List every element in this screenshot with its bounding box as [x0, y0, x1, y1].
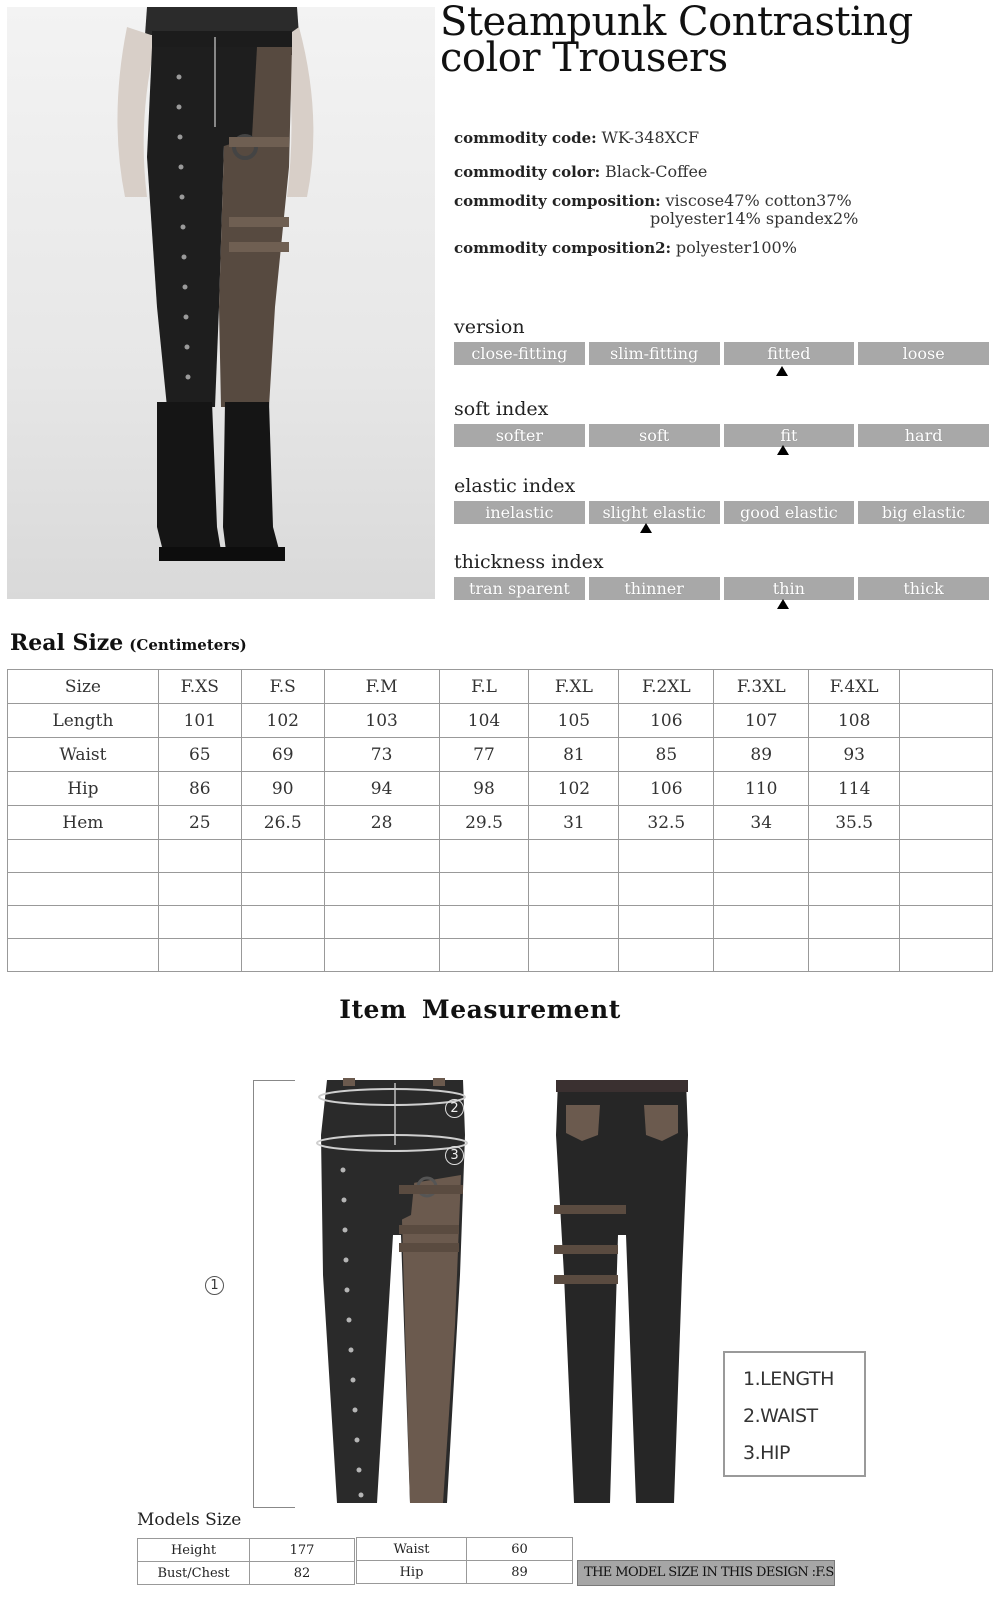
table-cell: 106: [619, 704, 714, 738]
table-cell: 103: [324, 704, 439, 738]
index-thickness: [454, 551, 989, 600]
models-table-left: [137, 1538, 355, 1585]
index-option: fitted: [724, 342, 855, 365]
index-option: loose: [858, 342, 989, 365]
table-cell: Length: [8, 704, 159, 738]
spec-color: [454, 162, 707, 181]
spec-label: commodity color:: [454, 163, 601, 181]
index-option: thick: [858, 577, 989, 600]
table-cell: Bust/Chest: [138, 1562, 250, 1585]
spec-value: Black-Coffee: [605, 162, 708, 181]
index-bar: [454, 342, 989, 365]
table-cell: [900, 738, 993, 772]
table-cell: 65: [158, 738, 241, 772]
table-cell: 77: [439, 738, 529, 772]
index-title: version: [454, 316, 525, 338]
table-row: [8, 772, 993, 806]
table-row: [8, 738, 993, 772]
index-bar: [454, 501, 989, 524]
table-cell: 25: [158, 806, 241, 840]
marker-1-icon: 1: [205, 1276, 224, 1295]
index-option: close-fitting: [454, 342, 585, 365]
table-cell: 60: [467, 1538, 573, 1561]
table-cell: 82: [250, 1562, 355, 1585]
index-version: [454, 316, 989, 365]
table-row-empty: [8, 840, 993, 873]
index-option: big elastic: [858, 501, 989, 524]
index-option: slight elastic: [589, 501, 720, 524]
models-table-right: [356, 1537, 573, 1584]
table-cell: 86: [158, 772, 241, 806]
table-cell: Height: [138, 1539, 250, 1562]
table-cell: [900, 704, 993, 738]
table-cell: 107: [714, 704, 809, 738]
index-title: soft index: [454, 398, 549, 420]
table-row: [357, 1538, 573, 1561]
index-marker-icon: [776, 366, 788, 376]
index-option: fit: [724, 424, 855, 447]
index-option: soft: [589, 424, 720, 447]
table-cell: Waist: [357, 1538, 467, 1561]
trousers-front-illustration: [315, 1075, 485, 1515]
table-cell: 26.5: [241, 806, 324, 840]
table-cell: 105: [529, 704, 619, 738]
size-table: [7, 669, 993, 972]
table-cell: 106: [619, 772, 714, 806]
model-size-note: THE MODEL SIZE IN THIS DESIGN :F.S: [577, 1560, 835, 1586]
table-header-cell: F.4XL: [809, 670, 900, 704]
index-bar: [454, 577, 989, 600]
index-title: elastic index: [454, 475, 576, 497]
index-option: thinner: [589, 577, 720, 600]
table-cell: 89: [714, 738, 809, 772]
index-soft: [454, 398, 989, 447]
table-cell: 34: [714, 806, 809, 840]
index-option: hard: [858, 424, 989, 447]
spec-label: commodity composition:: [454, 192, 661, 210]
marker-2-icon: 2: [445, 1099, 464, 1118]
table-cell: 29.5: [439, 806, 529, 840]
table-header-cell: Size: [8, 670, 159, 704]
table-header-cell: F.XS: [158, 670, 241, 704]
table-cell: Hip: [357, 1561, 467, 1584]
index-bar: [454, 424, 989, 447]
table-header-cell: F.2XL: [619, 670, 714, 704]
table-cell: 177: [250, 1539, 355, 1562]
table-header-cell: [900, 670, 993, 704]
table-cell: 69: [241, 738, 324, 772]
table-cell: Waist: [8, 738, 159, 772]
table-cell: 31: [529, 806, 619, 840]
table-cell: 102: [241, 704, 324, 738]
index-marker-icon: [777, 445, 789, 455]
table-row-empty: [8, 873, 993, 906]
table-cell: Hip: [8, 772, 159, 806]
table-header-row: [8, 670, 993, 704]
table-cell: 81: [529, 738, 619, 772]
spec-composition2: [454, 238, 797, 257]
index-elastic: [454, 475, 989, 524]
table-row-empty: [8, 939, 993, 972]
table-cell: 73: [324, 738, 439, 772]
table-cell: 90: [241, 772, 324, 806]
legend-item: 1.LENGTH: [743, 1368, 834, 1390]
table-header-cell: F.XL: [529, 670, 619, 704]
table-cell: 108: [809, 704, 900, 738]
trousers-back-illustration: [548, 1075, 698, 1515]
table-cell: [900, 772, 993, 806]
table-cell: Hem: [8, 806, 159, 840]
table-cell: 28: [324, 806, 439, 840]
measurement-legend: [723, 1351, 866, 1477]
table-cell: 93: [809, 738, 900, 772]
table-row: [357, 1561, 573, 1584]
table-cell: 85: [619, 738, 714, 772]
spec-value: polyester100%: [675, 238, 797, 257]
index-title: thickness index: [454, 551, 604, 573]
table-row: [138, 1562, 355, 1585]
spec-value: viscose47% cotton37%: [665, 191, 852, 210]
table-cell: [900, 806, 993, 840]
index-marker-icon: [777, 599, 789, 609]
models-size-title: Models Size: [137, 1510, 242, 1530]
table-cell: 101: [158, 704, 241, 738]
table-header-cell: F.M: [324, 670, 439, 704]
index-option: slim-fitting: [589, 342, 720, 365]
index-option: tran sparent: [454, 577, 585, 600]
table-cell: 104: [439, 704, 529, 738]
spec-label: commodity composition2:: [454, 239, 672, 257]
index-option: inelastic: [454, 501, 585, 524]
legend-item: 3.HIP: [743, 1442, 790, 1464]
legend-item: 2.WAIST: [743, 1405, 818, 1427]
spec-composition: [454, 191, 852, 210]
table-cell: 102: [529, 772, 619, 806]
spec-value: WK-348XCF: [601, 128, 700, 147]
spec-label: commodity code:: [454, 129, 597, 147]
spec-code: [454, 128, 699, 147]
table-header-cell: F.S: [241, 670, 324, 704]
index-option: good elastic: [724, 501, 855, 524]
spec-composition-line2: polyester14% spandex2%: [650, 209, 859, 228]
table-header-cell: F.L: [439, 670, 529, 704]
table-cell: 32.5: [619, 806, 714, 840]
real-size-title: Real Size: [10, 630, 124, 656]
product-title: Steampunk Contrasting color Trousers: [440, 0, 913, 81]
table-row-empty: [8, 906, 993, 939]
marker-3-icon: 3: [445, 1146, 464, 1165]
index-option: thin: [724, 577, 855, 600]
table-cell: 114: [809, 772, 900, 806]
table-cell: 110: [714, 772, 809, 806]
product-photo: [7, 7, 435, 599]
item-measurement-title: Item Measurement: [339, 995, 621, 1024]
table-row: [8, 704, 993, 738]
table-cell: 89: [467, 1561, 573, 1584]
table-cell: 98: [439, 772, 529, 806]
index-marker-icon: [640, 523, 652, 533]
index-option: softer: [454, 424, 585, 447]
table-cell: 35.5: [809, 806, 900, 840]
table-cell: 94: [324, 772, 439, 806]
table-row: [8, 806, 993, 840]
table-header-cell: F.3XL: [714, 670, 809, 704]
real-size-heading: [10, 630, 247, 656]
table-row: [138, 1539, 355, 1562]
real-size-unit: (Centimeters): [129, 636, 247, 654]
length-bracket: [253, 1080, 295, 1508]
